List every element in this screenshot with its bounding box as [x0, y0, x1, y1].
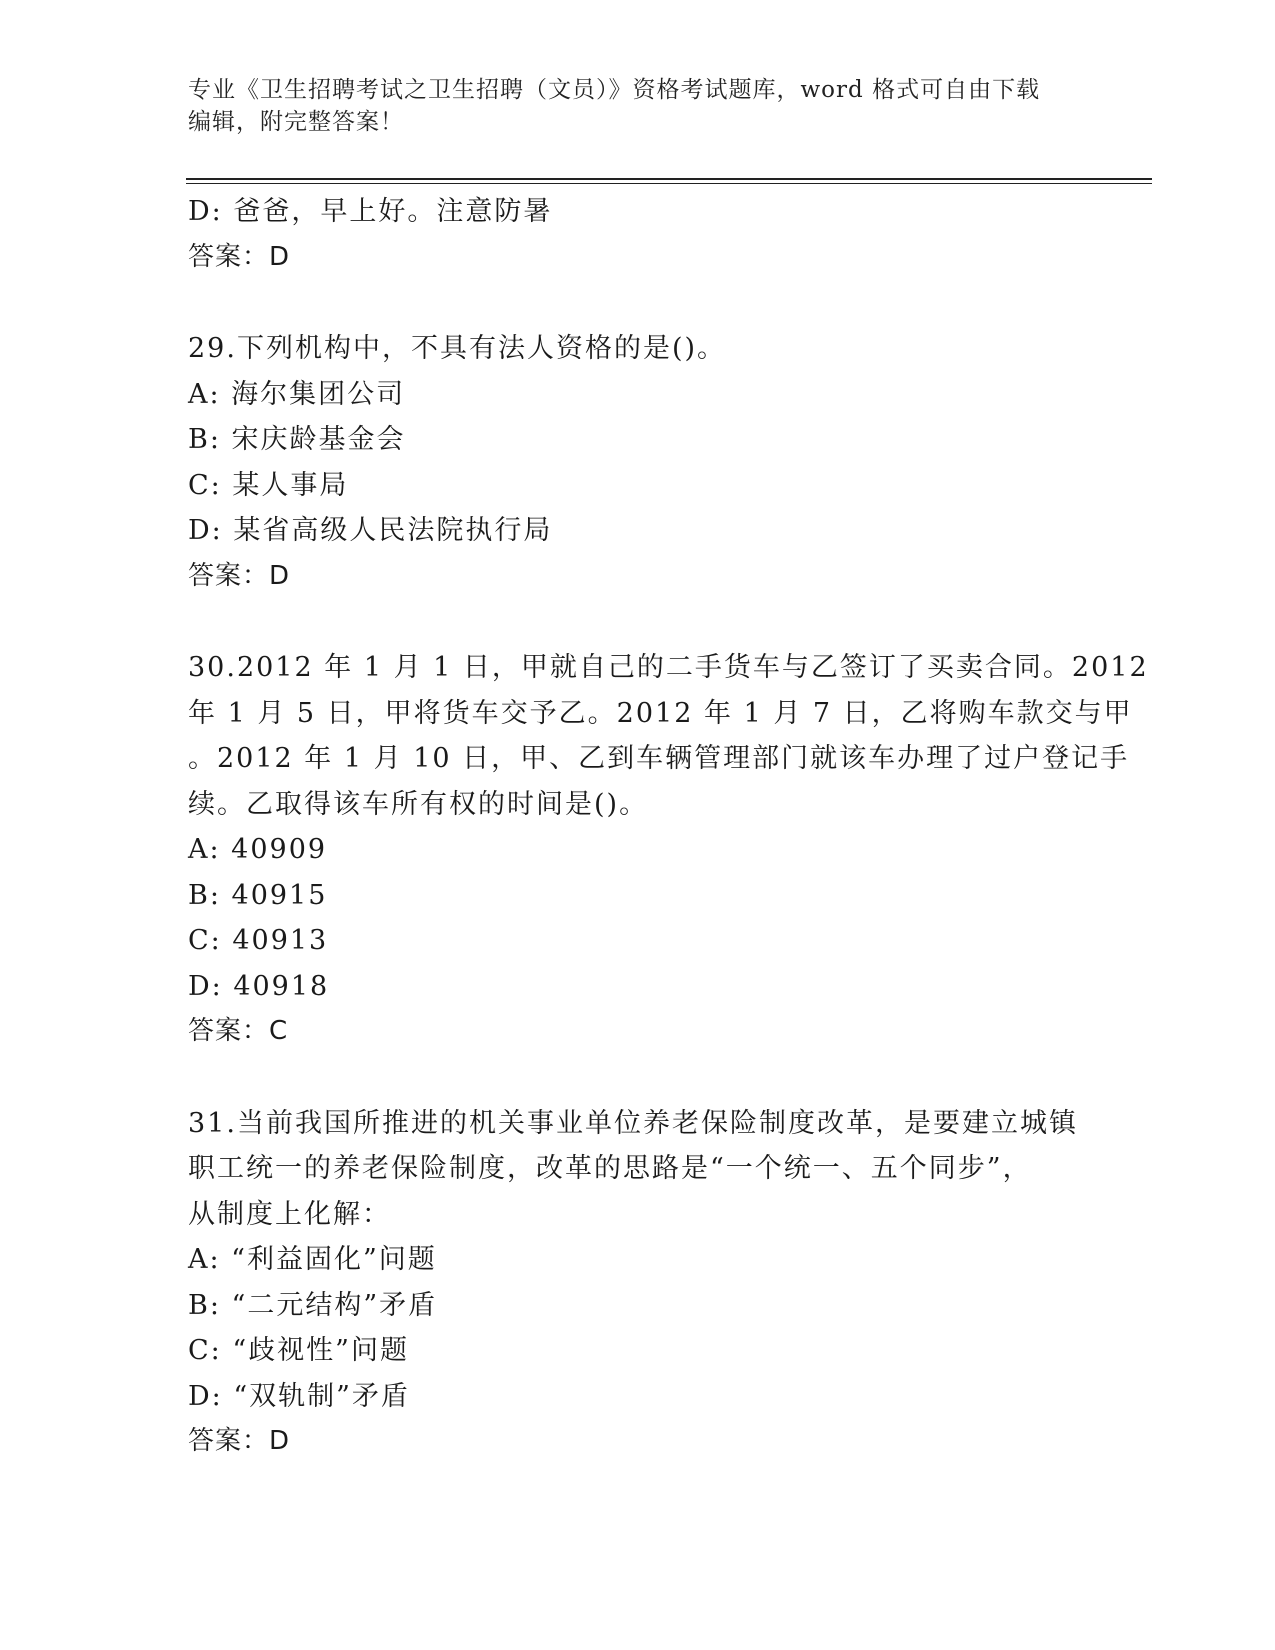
header-divider-thick: [186, 178, 1152, 180]
stem-line-3: 从制度上化解：: [188, 1198, 391, 1230]
option-b: B: 40915: [188, 879, 328, 911]
option-d: D: 爸爸，早上好。注意防暑: [188, 196, 553, 227]
question-31: [188, 1101, 1088, 1465]
option-b: B: 宋庆龄基金会: [188, 424, 406, 455]
answer-line: 答案：D: [188, 1426, 291, 1456]
stem-line-1: 30.2012 年 1 月 1 日，甲就自己的二手货车与乙签订了买卖合同。2012: [188, 652, 1149, 683]
stem-line-2: 年 1 月 5 日，甲将货车交予乙。2012 年 1 月 7 日，乙将购车款交与甲: [188, 697, 1133, 729]
option-d: D: “双轨制”矛盾: [188, 1380, 410, 1412]
option-b: B: “二元结构”矛盾: [188, 1289, 438, 1321]
header-line-1: 专业《卫生招聘考试之卫生招聘（文员）》资格考试题库，word 格式可自由下载: [188, 77, 1041, 103]
option-c: C: 某人事局: [188, 469, 349, 501]
answer-line: 答案：D: [188, 241, 291, 272]
header-divider-thin: [186, 183, 1152, 184]
option-a: A: 40909: [188, 834, 328, 865]
stem-line-2: 职工统一的养老保险制度，改革的思路是“一个统一、五个同步”，: [188, 1153, 1032, 1184]
question-28: [188, 189, 1088, 280]
stem-line-3: 。2012 年 1 月 10 日，甲、乙到车辆管理部门就该车办理了过户登记手: [188, 743, 1130, 774]
question-29: [188, 326, 1088, 599]
question-stem: [188, 1101, 1088, 1238]
question-30: [188, 645, 1149, 1055]
question-stem: [188, 645, 1149, 827]
option-c: C: “歧视性”问题: [188, 1335, 409, 1366]
option-a: A: “利益固化”问题: [188, 1244, 437, 1275]
header-line-2: 编辑，附完整答案！: [188, 109, 404, 135]
question-list: [188, 189, 1149, 1465]
stem-line-4: 续。乙取得该车所有权的时间是()。: [188, 788, 649, 820]
stem-line-1: 31.当前我国所推进的机关事业单位养老保险制度改革，是要建立城镇: [188, 1107, 1078, 1139]
option-c: C: 40913: [188, 925, 329, 956]
spacer: [188, 1055, 1088, 1101]
question-stem: 29.下列机构中，不具有法人资格的是()。: [188, 333, 727, 364]
spacer: [188, 599, 1088, 645]
spacer: [188, 280, 1088, 326]
answer-line: 答案：C: [188, 1016, 289, 1046]
document-header: [188, 74, 1088, 138]
option-d: D: 某省高级人民法院执行局: [188, 515, 553, 546]
answer-line: 答案：D: [188, 560, 291, 591]
option-d: D: 40918: [188, 970, 330, 1002]
option-a: A: 海尔集团公司: [188, 378, 406, 410]
